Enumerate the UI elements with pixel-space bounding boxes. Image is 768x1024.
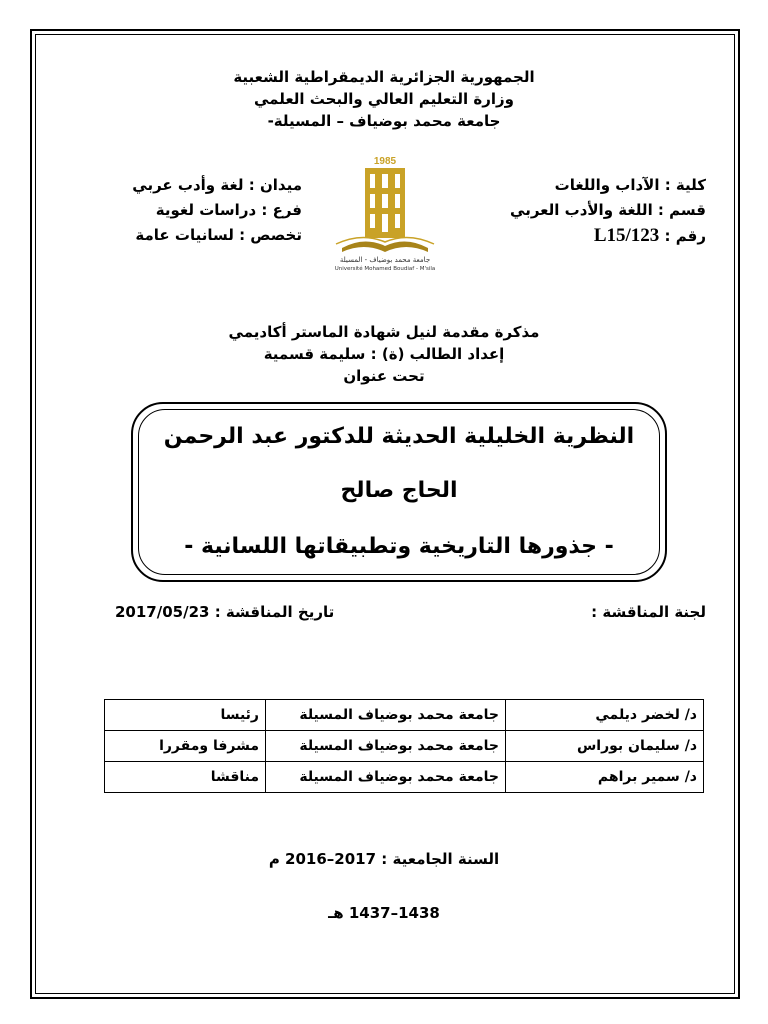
member-university: جامعة محمد بوضياف المسيلة <box>266 762 506 793</box>
thesis-title-line1: النظرية الخليلية الحديثة للدكتور عبد الرحمن <box>163 424 635 449</box>
faculty-info <box>510 173 706 249</box>
academic-year-label: السنة الجامعية : <box>381 850 500 868</box>
defense-date-label: تاريخ المناقشة : <box>214 603 335 621</box>
hijri-year-suffix: هـ <box>328 904 344 922</box>
faculty-line: كلية : الآداب واللغات <box>554 176 706 194</box>
table-row <box>105 700 704 731</box>
branch-line: فرع : دراسات لغوية <box>155 201 302 219</box>
thesis-title-box <box>131 402 667 582</box>
specialty-line: تخصص : لسانيات عامة <box>135 226 302 244</box>
member-university: جامعة محمد بوضياف المسيلة <box>266 700 506 731</box>
memo-student: إعداد الطالب (ة) : سليمة قسمية <box>263 345 505 363</box>
university-logo <box>312 152 458 272</box>
committee-label: لجنة المناقشة : <box>591 603 706 621</box>
member-university: جامعة محمد بوضياف المسيلة <box>266 731 506 762</box>
defense-date <box>115 603 334 621</box>
academic-year-suffix: م <box>268 850 280 868</box>
field-info <box>92 173 302 248</box>
thesis-title-line2: الحاج صالح <box>340 478 458 503</box>
member-role: رئيسا <box>105 700 266 731</box>
republic-name: الجمهورية الجزائرية الديمقراطية الشعبية <box>233 68 535 86</box>
domain-line: ميدان : لغة وأدب عربي <box>132 176 302 194</box>
thesis-subtitle: - جذورها التاريخية وتطبيقاتها اللسانية - <box>184 534 614 559</box>
member-role: مناقشا <box>105 762 266 793</box>
header <box>0 66 768 132</box>
logo-year: 1985 <box>373 156 397 167</box>
hijri-year <box>0 904 768 922</box>
number-value: L15/123 <box>593 225 660 246</box>
university-name: جامعة محمد بوضياف – المسيلة- <box>267 112 501 130</box>
hijri-year-value: 1437–1438 <box>348 904 440 922</box>
committee-table <box>104 699 704 793</box>
table-row <box>105 731 704 762</box>
memo-degree: مذكرة مقدمة لنيل شهادة الماستر أكاديمي <box>228 323 540 341</box>
member-name: د/ سمير براهم <box>506 762 704 793</box>
logo-french-name: Université Mohamed Boudiaf - M'sila <box>334 266 436 272</box>
department-line: قسم : اللغة والأدب العربي <box>510 201 706 219</box>
academic-year <box>0 850 768 868</box>
defense-date-value: 2017/05/23 <box>115 603 210 621</box>
memo-block <box>0 321 768 387</box>
number-label: رقم : <box>664 227 706 245</box>
ministry-name: وزارة التعليم العالي والبحث العلمي <box>253 90 515 108</box>
member-name: د/ سليمان بوراس <box>506 731 704 762</box>
table-row <box>105 762 704 793</box>
university-logo-icon <box>312 152 458 272</box>
logo-arabic-name: جامعة محمد بوضياف - المسيلة <box>339 256 431 264</box>
academic-year-value: 2016–2017 <box>285 850 377 868</box>
number-line <box>510 223 706 249</box>
member-name: د/ لخضر ديلمي <box>506 700 704 731</box>
memo-under-title: تحت عنوان <box>343 367 425 385</box>
member-role: مشرفا ومقررا <box>105 731 266 762</box>
